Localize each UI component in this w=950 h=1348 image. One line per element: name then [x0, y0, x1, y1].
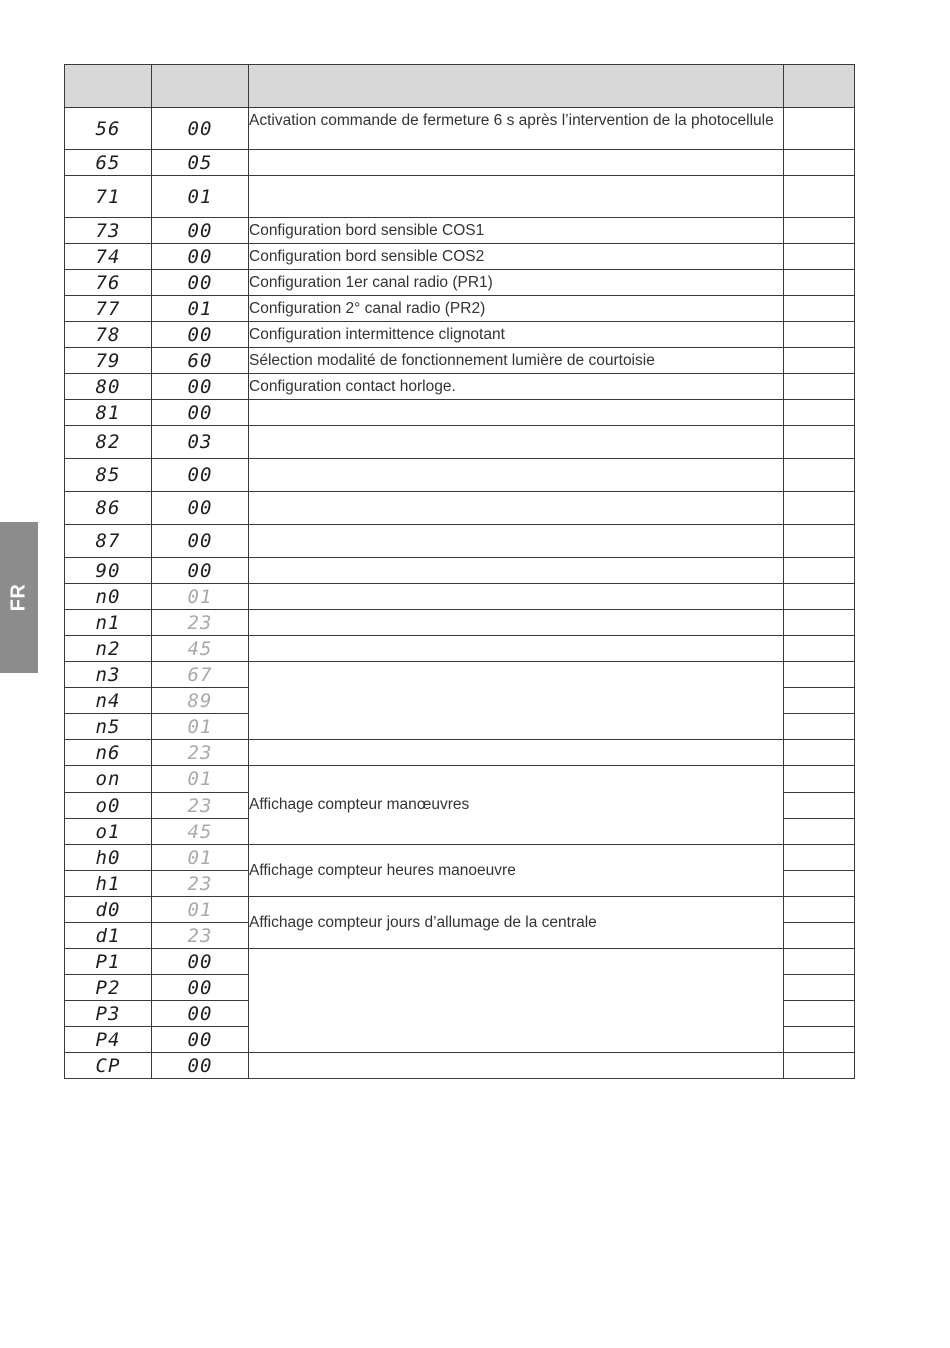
param-code: o1 [65, 819, 152, 845]
param-code: P4 [65, 1027, 152, 1053]
param-extra [784, 793, 855, 819]
param-description [249, 426, 784, 459]
header-cell-code [65, 65, 152, 108]
param-code: n6 [65, 740, 152, 766]
param-extra [784, 150, 855, 176]
param-value: 05 [152, 150, 249, 176]
param-code: 73 [65, 218, 152, 244]
param-extra [784, 108, 855, 150]
param-extra [784, 740, 855, 766]
param-description [249, 558, 784, 584]
param-description [249, 459, 784, 492]
param-extra [784, 949, 855, 975]
table-row [65, 176, 855, 218]
param-description: Sélection modalité de fonctionnement lumière de courtoisie [249, 348, 784, 374]
param-code: 78 [65, 322, 152, 348]
param-value: 00 [152, 1053, 249, 1079]
param-description: Configuration bord sensible COS2 [249, 244, 784, 270]
param-extra [784, 400, 855, 426]
param-code: o0 [65, 793, 152, 819]
param-value: 23 [152, 871, 249, 897]
param-extra [784, 218, 855, 244]
param-value: 00 [152, 558, 249, 584]
param-value: 00 [152, 949, 249, 975]
table-row [65, 348, 855, 374]
param-extra [784, 459, 855, 492]
param-value: 00 [152, 244, 249, 270]
param-value: 01 [152, 714, 249, 740]
param-code: CP [65, 1053, 152, 1079]
param-description: Configuration 2° canal radio (PR2) [249, 296, 784, 322]
parameter-table [64, 64, 855, 1079]
table-row [65, 492, 855, 525]
param-value: 01 [152, 584, 249, 610]
param-description [249, 176, 784, 218]
param-code: 77 [65, 296, 152, 322]
param-description [249, 1053, 784, 1079]
table-row [65, 108, 855, 150]
table-row [65, 897, 855, 923]
language-tab [0, 522, 38, 673]
param-description [249, 740, 784, 766]
table-row [65, 270, 855, 296]
param-value: 01 [152, 176, 249, 218]
language-tab-label: FR [7, 583, 30, 612]
param-value: 01 [152, 766, 249, 793]
param-value: 00 [152, 108, 249, 150]
table-row [65, 558, 855, 584]
param-value: 67 [152, 662, 249, 688]
param-extra [784, 1027, 855, 1053]
param-value: 00 [152, 975, 249, 1001]
param-description [249, 400, 784, 426]
param-value: 01 [152, 845, 249, 871]
param-description: Affichage compteur heures manoeuvre [249, 845, 784, 897]
param-extra [784, 244, 855, 270]
param-value: 00 [152, 374, 249, 400]
param-extra [784, 374, 855, 400]
param-value: 23 [152, 793, 249, 819]
param-extra [784, 322, 855, 348]
param-value: 00 [152, 218, 249, 244]
param-code: 65 [65, 150, 152, 176]
param-extra [784, 176, 855, 218]
table-row [65, 400, 855, 426]
param-code: n4 [65, 688, 152, 714]
param-value: 00 [152, 1001, 249, 1027]
param-value: 00 [152, 1027, 249, 1053]
param-extra [784, 348, 855, 374]
param-extra [784, 525, 855, 558]
param-value: 45 [152, 636, 249, 662]
param-code: d0 [65, 897, 152, 923]
param-extra [784, 688, 855, 714]
param-code: n3 [65, 662, 152, 688]
param-code: 82 [65, 426, 152, 459]
table-row [65, 322, 855, 348]
param-description [249, 636, 784, 662]
param-extra [784, 819, 855, 845]
param-code: 86 [65, 492, 152, 525]
param-value: 23 [152, 740, 249, 766]
param-code: 56 [65, 108, 152, 150]
header-cell-value [152, 65, 249, 108]
table-row [65, 845, 855, 871]
param-description [249, 150, 784, 176]
param-extra [784, 714, 855, 740]
param-code: n5 [65, 714, 152, 740]
param-extra [784, 871, 855, 897]
param-code: 85 [65, 459, 152, 492]
param-description: Configuration bord sensible COS1 [249, 218, 784, 244]
param-code: 87 [65, 525, 152, 558]
param-value: 23 [152, 923, 249, 949]
param-extra [784, 636, 855, 662]
table-row [65, 426, 855, 459]
param-description: Affichage compteur jours d’allumage de la centrale [249, 897, 784, 949]
param-description [249, 662, 784, 740]
table-row [65, 459, 855, 492]
param-value: 00 [152, 400, 249, 426]
param-code: n0 [65, 584, 152, 610]
param-extra [784, 492, 855, 525]
table-row [65, 296, 855, 322]
param-description: Activation commande de fermeture 6 s après l’intervention de la photocellule [249, 108, 784, 150]
param-code: on [65, 766, 152, 793]
param-description [249, 492, 784, 525]
param-value: 00 [152, 525, 249, 558]
param-description: Configuration intermittence clignotant [249, 322, 784, 348]
param-extra [784, 662, 855, 688]
param-value: 23 [152, 610, 249, 636]
param-extra [784, 845, 855, 871]
param-description [249, 525, 784, 558]
param-code: h0 [65, 845, 152, 871]
table-row [65, 218, 855, 244]
param-value: 89 [152, 688, 249, 714]
param-code: 74 [65, 244, 152, 270]
param-extra [784, 558, 855, 584]
table-row [65, 374, 855, 400]
param-value: 03 [152, 426, 249, 459]
param-value: 01 [152, 296, 249, 322]
param-value: 01 [152, 897, 249, 923]
header-cell-extra [784, 65, 855, 108]
param-code: 80 [65, 374, 152, 400]
param-extra [784, 1053, 855, 1079]
param-extra [784, 584, 855, 610]
param-extra [784, 610, 855, 636]
table-row [65, 584, 855, 610]
param-value: 00 [152, 322, 249, 348]
param-code: 79 [65, 348, 152, 374]
param-code: 90 [65, 558, 152, 584]
param-description [249, 610, 784, 636]
table-row [65, 150, 855, 176]
table-row [65, 949, 855, 975]
param-code: n2 [65, 636, 152, 662]
param-extra [784, 897, 855, 923]
param-code: n1 [65, 610, 152, 636]
param-code: d1 [65, 923, 152, 949]
param-code: 76 [65, 270, 152, 296]
param-extra [784, 296, 855, 322]
table-row [65, 610, 855, 636]
param-description: Affichage compteur manœuvres [249, 766, 784, 845]
param-extra [784, 923, 855, 949]
table-row [65, 740, 855, 766]
param-value: 45 [152, 819, 249, 845]
param-extra [784, 1001, 855, 1027]
header-cell-description [249, 65, 784, 108]
param-code: P1 [65, 949, 152, 975]
param-code: 81 [65, 400, 152, 426]
param-value: 00 [152, 270, 249, 296]
param-code: 71 [65, 176, 152, 218]
table-row [65, 662, 855, 688]
param-description [249, 584, 784, 610]
param-code: P2 [65, 975, 152, 1001]
param-value: 00 [152, 492, 249, 525]
table-row [65, 1053, 855, 1079]
param-value: 00 [152, 459, 249, 492]
param-code: h1 [65, 871, 152, 897]
table-row [65, 636, 855, 662]
param-description [249, 949, 784, 1053]
table-header-row [65, 65, 855, 108]
param-extra [784, 766, 855, 793]
param-extra [784, 270, 855, 296]
param-extra [784, 426, 855, 459]
table-row [65, 244, 855, 270]
param-code: P3 [65, 1001, 152, 1027]
param-description: Configuration 1er canal radio (PR1) [249, 270, 784, 296]
param-value: 60 [152, 348, 249, 374]
table-row [65, 525, 855, 558]
param-description: Configuration contact horloge. [249, 374, 784, 400]
table-row [65, 766, 855, 793]
param-extra [784, 975, 855, 1001]
